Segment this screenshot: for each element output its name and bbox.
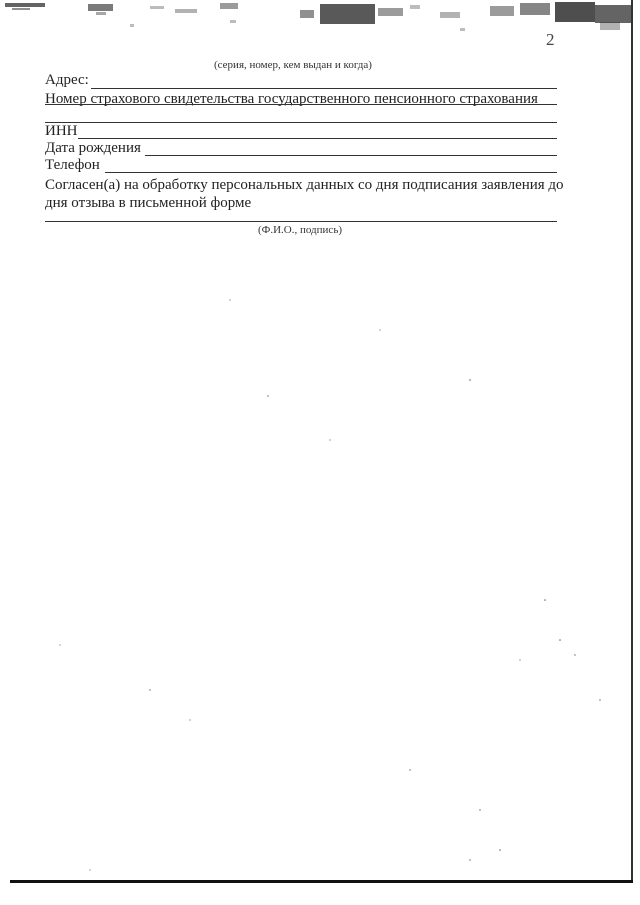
scan-edge-bottom bbox=[10, 880, 633, 883]
consent-line-1: Согласен(а) на обработку персональных данных со дня подписания заявления до bbox=[45, 177, 564, 193]
inn-label: ИНН bbox=[45, 123, 78, 139]
birth-date-line bbox=[145, 155, 557, 156]
insurance-row bbox=[45, 91, 558, 108]
address-row bbox=[45, 72, 558, 89]
address-label: Адрес: bbox=[45, 72, 89, 88]
consent-text bbox=[45, 176, 565, 212]
insurance-label: Номер страхового свидетельства государственного пенсионного страхования bbox=[45, 91, 538, 107]
consent-line-2: дня отзыва в письменной форме bbox=[45, 195, 252, 211]
phone-line bbox=[105, 172, 557, 173]
inn-line bbox=[78, 138, 557, 139]
signature-line bbox=[45, 221, 557, 222]
scan-edge-right bbox=[631, 0, 633, 880]
birth-date-label: Дата рождения bbox=[45, 140, 141, 156]
phone-label: Телефон bbox=[45, 157, 100, 173]
page-number: 2 bbox=[546, 30, 555, 49]
insurance-underline bbox=[45, 104, 557, 105]
passport-caption: (серия, номер, кем выдан и когда) bbox=[214, 59, 372, 71]
address-line bbox=[91, 88, 557, 89]
signature-caption: (Ф.И.О., подпись) bbox=[258, 224, 342, 236]
scan-noise-top bbox=[0, 0, 640, 50]
